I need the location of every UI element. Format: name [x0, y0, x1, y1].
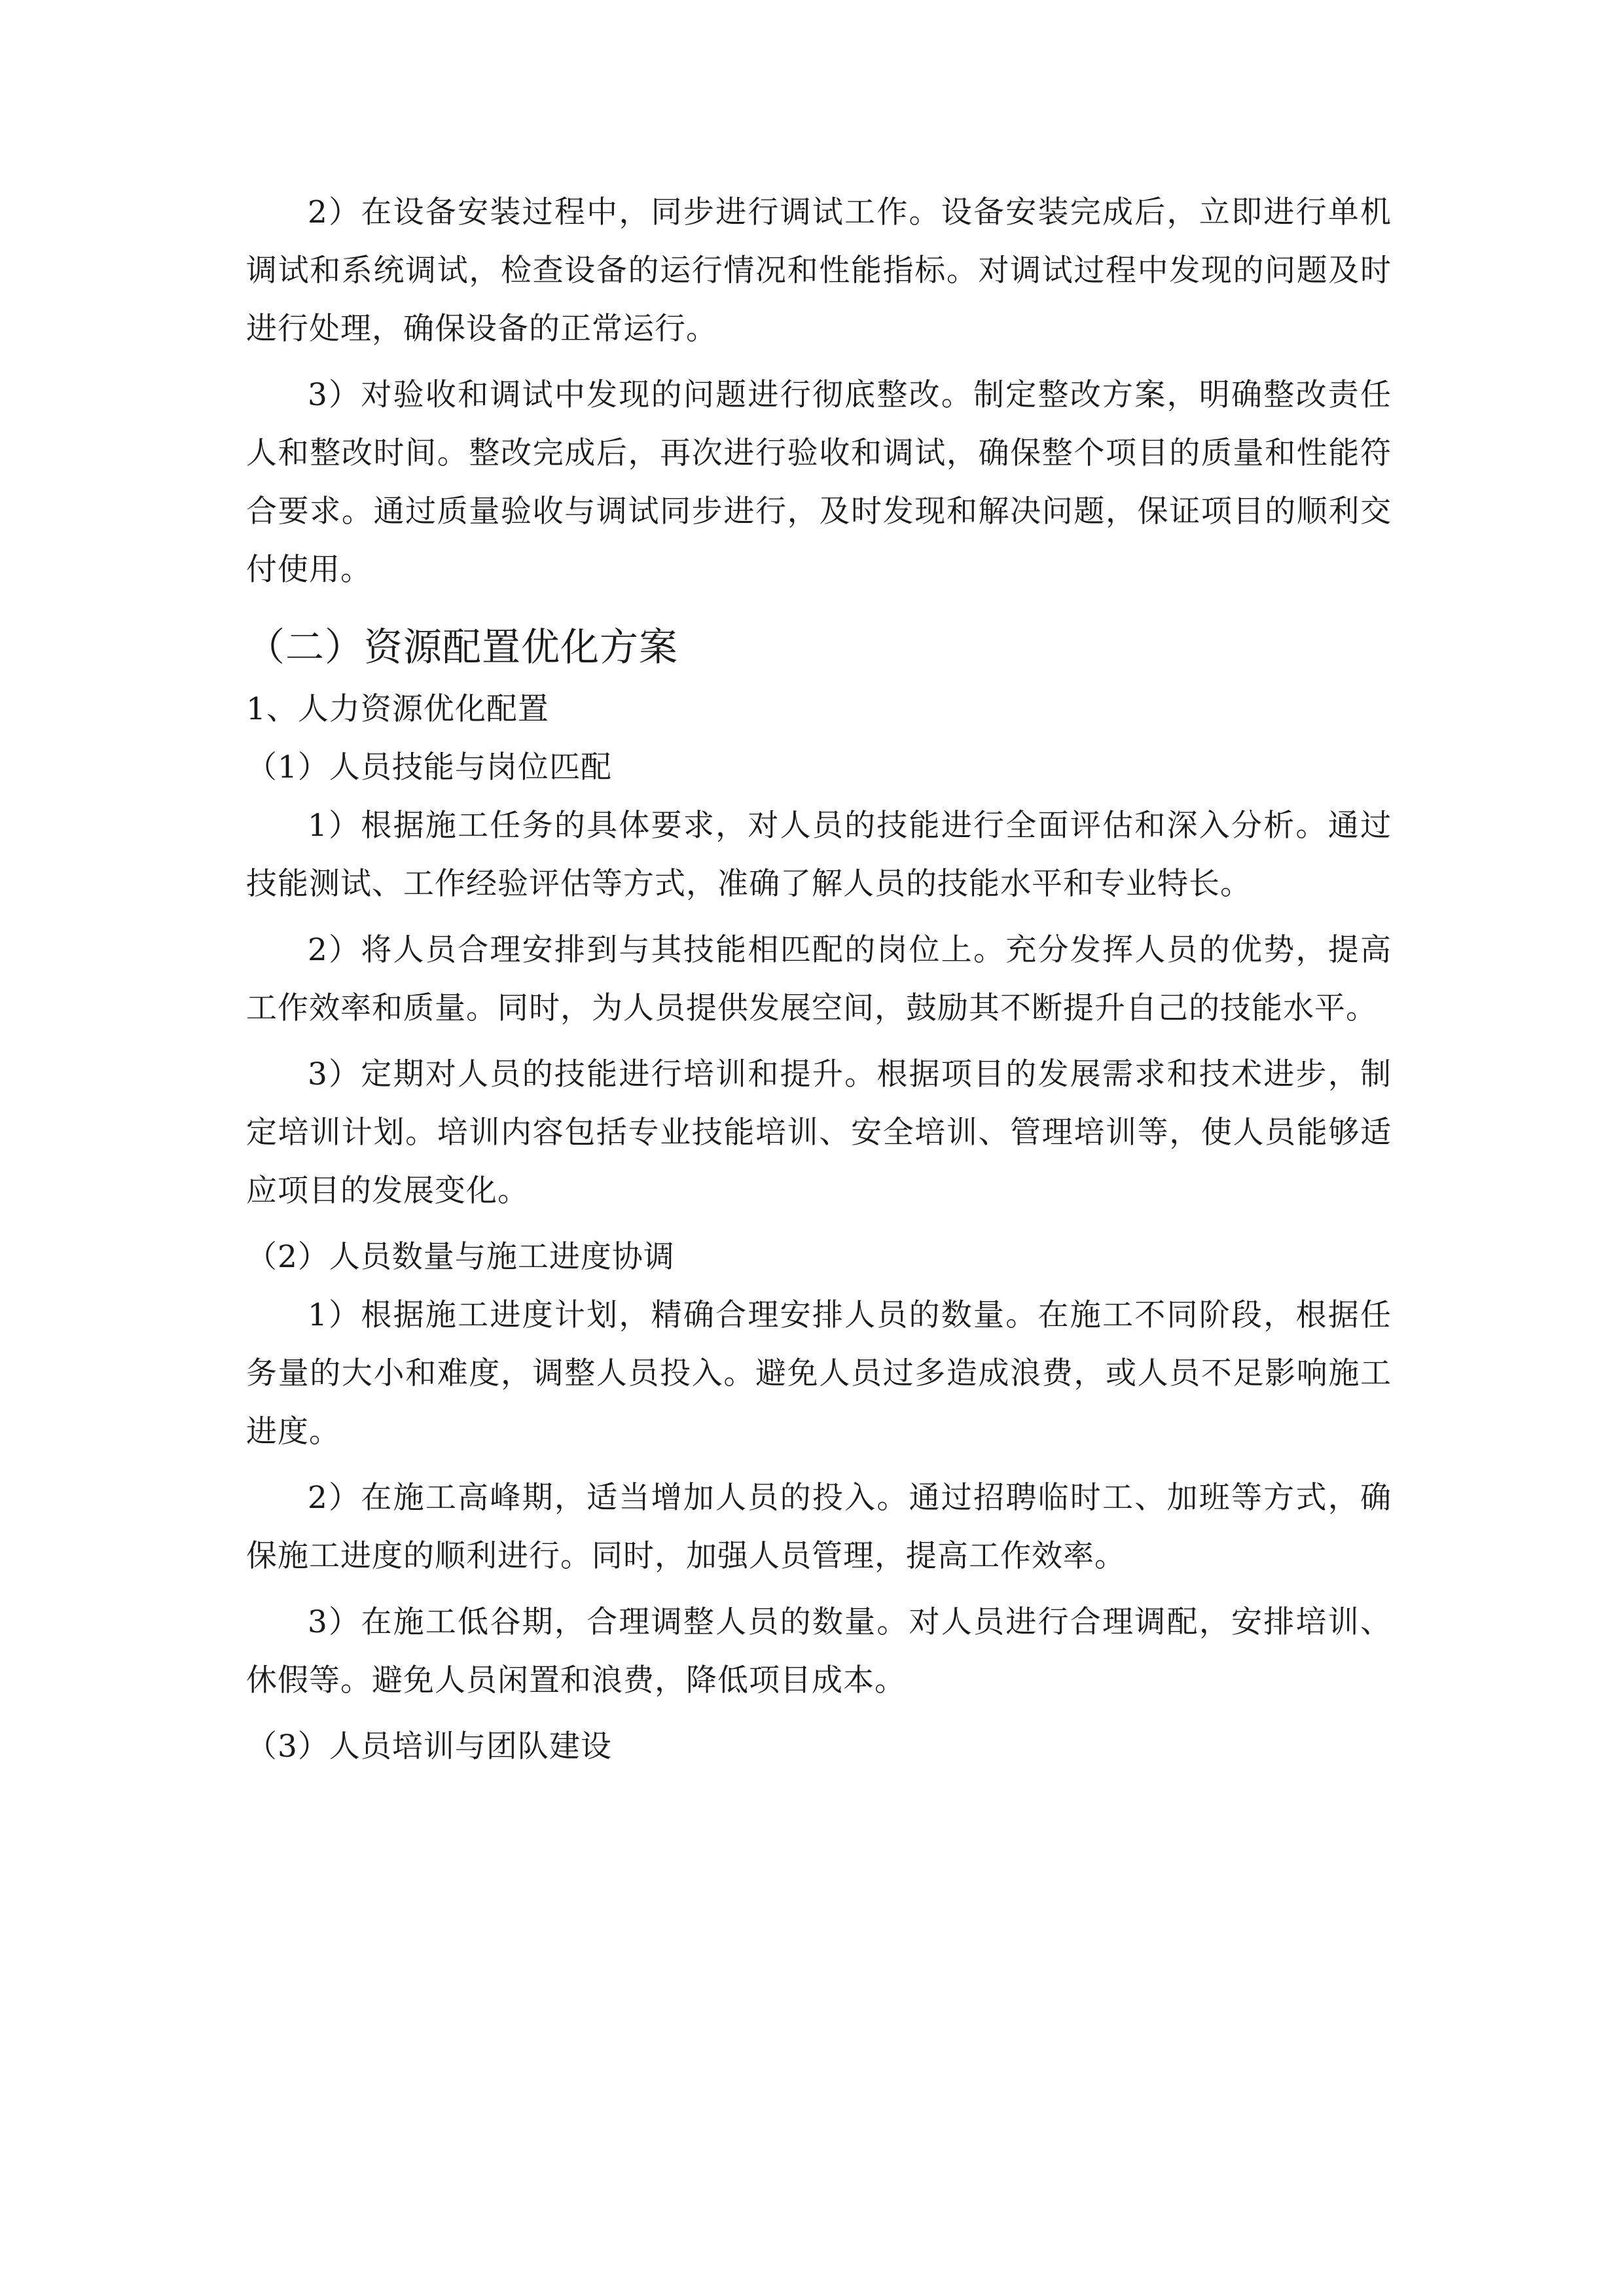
paragraph-staff-quantity-plan: 1）根据施工进度计划，精确合理安排人员的数量。在施工不同阶段，根据任务量的大小和难度，调整人员投入。避免人员过多造成浪费，或人员不足影响施工进度。 — [246, 1297, 1392, 1450]
paragraph-rectification: 3）对验收和调试中发现的问题进行彻底整改。制定整改方案，明确整改责任人和整改时间。整改完成后，再次进行验收和调试，确保整个项目的质量和性能符合要求。通过质量验收与调试同步进行，及时发现和解决问题，保证项目的顺利交付使用。 — [246, 377, 1392, 588]
subsub-staff-quantity-progress: （2）人员数量与施工进度协调 — [246, 1239, 675, 1275]
paragraph-position-arrangement: 2）将人员合理安排到与其技能相匹配的岗位上。充分发挥人员的优势，提高工作效率和质量。同时，为人员提供发展空间，鼓励其不断提升自己的技能水平。 — [246, 932, 1392, 1026]
paragraph-peak-period: 2）在施工高峰期，适当增加人员的投入。通过招聘临时工、加班等方式，确保施工进度的顺利进行。同时，加强人员管理，提高工作效率。 — [246, 1480, 1392, 1574]
subheading-human-resources: 1、人力资源优化配置 — [246, 691, 549, 727]
paragraph-debugging-during-install: 2）在设备安装过程中，同步进行调试工作。设备安装完成后，立即进行单机调试和系统调试，检查设备的运行情况和性能指标。对调试过程中发现的问题及时进行处理，确保设备的正常运行。 — [246, 194, 1392, 347]
paragraph-skill-training: 3）定期对人员的技能进行培训和提升。根据项目的发展需求和技术进步，制定培训计划。培训内容包括专业技能培训、安全培训、管理培训等，使人员能够适应项目的发展变化。 — [246, 1056, 1392, 1209]
subsub-training-team-building: （3）人员培训与团队建设 — [246, 1729, 612, 1765]
paragraph-skill-assessment: 1）根据施工任务的具体要求，对人员的技能进行全面评估和深入分析。通过技能测试、工作经验评估等方式，准确了解人员的技能水平和专业特长。 — [246, 808, 1392, 902]
document-page — [246, 183, 1392, 1776]
subsub-skill-position-match: （1）人员技能与岗位匹配 — [246, 749, 612, 785]
paragraph-low-period: 3）在施工低谷期，合理调整人员的数量。对人员进行合理调配，安排培训、休假等。避免人员闲置和浪费，降低项目成本。 — [246, 1604, 1392, 1698]
section-heading-resource-optimization: （二）资源配置优化方案 — [246, 624, 679, 670]
